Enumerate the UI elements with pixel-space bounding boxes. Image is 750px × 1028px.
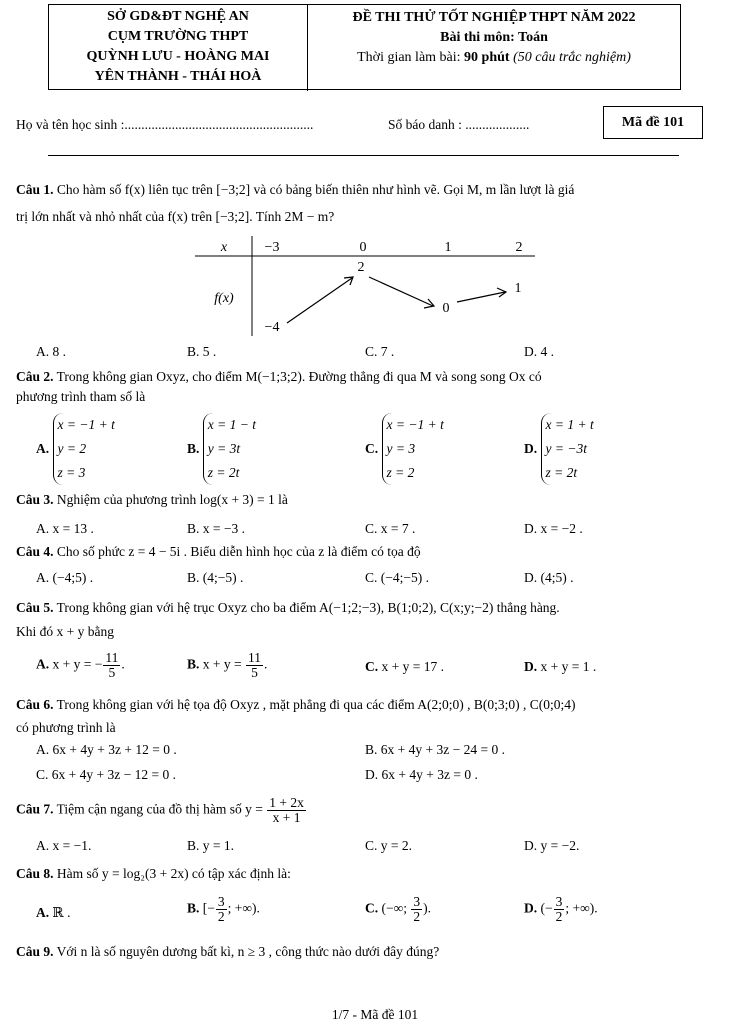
q5-option-a: A. x + y = − $\frac{11}{5}$ . bbox=[36, 650, 125, 680]
question-2-line-1 bbox=[16, 369, 542, 385]
q3-option-b: B. x = −3 . bbox=[187, 521, 245, 536]
q1-option-a: A. 8 . bbox=[36, 344, 66, 359]
question-2-label: Câu 2. bbox=[16, 369, 54, 384]
q3-option-d: D. x = −2 . bbox=[524, 521, 583, 536]
question-5-line-1 bbox=[16, 600, 560, 616]
q1-option-b: B. 5 . bbox=[187, 344, 217, 359]
question-7 bbox=[16, 796, 307, 825]
time-note: (50 câu trắc nghiệm) bbox=[513, 50, 631, 65]
q5-option-c: C. x + y = 17 . bbox=[365, 659, 444, 674]
q7-option-c: C. y = 2. bbox=[365, 838, 412, 853]
table-x-value: −3 bbox=[264, 240, 280, 255]
variation-table bbox=[195, 236, 540, 338]
question-2-line-2: phương trình tham số là bbox=[16, 389, 146, 404]
question-8-label: Câu 8. bbox=[16, 866, 54, 881]
divider bbox=[48, 155, 679, 156]
table-x-value: 0 bbox=[359, 240, 367, 255]
q8-option-b: B. [− $\frac{3}{2}$ ; +∞). bbox=[187, 894, 260, 924]
question-4-text: Cho số phức z = 4 − 5i . Biểu diễn hình học của z là điểm có tọa độ bbox=[53, 544, 421, 559]
table-f-value: 2 bbox=[357, 260, 365, 275]
q2-option-c: C. x = −1 + t y = 3 z = 2 bbox=[365, 413, 444, 485]
table-x-value: 1 bbox=[444, 240, 452, 255]
exam-header bbox=[48, 4, 681, 90]
q6-option-c: C. 6x + 4y + 3z − 12 = 0 . bbox=[36, 767, 176, 782]
q8-option-d: D. (− $\frac{3}{2}$ ; +∞). bbox=[524, 894, 598, 924]
question-2-text-1: Trong không gian Oxyz, cho điểm M(−1;3;2). Đường thẳng đi qua M và song song Ox có bbox=[53, 369, 542, 384]
department-name: SỞ GD&ĐT NGHỆ AN bbox=[107, 9, 249, 24]
question-9-label: Câu 9. bbox=[16, 944, 54, 959]
question-6-line-1 bbox=[16, 697, 575, 713]
exam-time bbox=[308, 48, 680, 68]
arrow-head bbox=[424, 299, 434, 308]
question-3 bbox=[16, 492, 288, 508]
q2-option-d: D. x = 1 + t y = −3t z = 2t bbox=[524, 413, 594, 485]
table-x-value: 2 bbox=[515, 240, 523, 255]
q5-option-d: D. x + y = 1 . bbox=[524, 659, 597, 674]
arrow-up-1 bbox=[287, 278, 352, 323]
question-3-label: Câu 3. bbox=[16, 492, 54, 507]
q3-option-c: C. x = 7 . bbox=[365, 521, 416, 536]
page-footer: 1/7 - Mã đề 101 bbox=[331, 1007, 419, 1022]
q1-option-c: C. 7 . bbox=[365, 344, 395, 359]
question-4-label: Câu 4. bbox=[16, 544, 54, 559]
q7-numerator: 1 + 2x bbox=[269, 795, 304, 810]
cluster-line-2: QUỲNH LƯU - HOÀNG MAI bbox=[86, 49, 270, 64]
question-1-label: Câu 1. bbox=[16, 182, 54, 197]
question-5-label: Câu 5. bbox=[16, 600, 54, 615]
q6-option-a: A. 6x + 4y + 3z + 12 = 0 . bbox=[36, 742, 177, 757]
question-9-text: Với n là số nguyên dương bất kì, n ≥ 3 , công thức nào dưới đây đúng? bbox=[53, 944, 440, 959]
question-8 bbox=[16, 866, 291, 882]
q7-option-a: A. x = −1. bbox=[36, 838, 92, 853]
question-9 bbox=[16, 944, 439, 960]
q1-option-d: D. 4 . bbox=[524, 344, 554, 359]
question-1-line-2: trị lớn nhất và nhỏ nhất của f(x) trên [−3;2]. Tính 2M − m? bbox=[16, 209, 335, 224]
q4-option-c: C. (−4;−5) . bbox=[365, 570, 429, 585]
question-8-text: Hàm số y = log₂(3 + 2x) có tập xác định là: bbox=[53, 866, 291, 881]
question-1-text-1: Cho hàm số f(x) liên tục trên [−3;2] và có bảng biến thiên như hình vẽ. Gọi M, m lần lượt là giá bbox=[53, 182, 575, 197]
arrow-down bbox=[369, 277, 433, 306]
exam-subject: Bài thi môn: Toán bbox=[440, 30, 548, 45]
question-4 bbox=[16, 544, 421, 560]
q8-option-c: C. (−∞; $\frac{3}{2}$ ). bbox=[365, 894, 431, 924]
cluster-name: CỤM TRƯỜNG THPT bbox=[107, 29, 249, 44]
question-7-text: Tiệm cận ngang của đồ thị hàm số y = bbox=[53, 801, 263, 817]
q7-denominator: x + 1 bbox=[272, 810, 301, 825]
time-prefix: Thời gian làm bài: bbox=[357, 50, 465, 65]
q4-option-b: B. (4;−5) . bbox=[187, 570, 244, 585]
q4-option-d: D. (4;5) . bbox=[524, 570, 574, 585]
exam-code-box: Mã đề 101 bbox=[603, 106, 703, 139]
question-6-text-1: Trong không gian với hệ tọa độ Oxyz , mặt phẳng đi qua các điểm A(2;0;0) , B(0;3;0) , C(0;0;4) bbox=[53, 697, 576, 712]
q4-option-a: A. (−4;5) . bbox=[36, 570, 94, 585]
question-3-text: Nghiệm của phương trình log(x + 3) = 1 là bbox=[53, 492, 288, 507]
table-f-label: f(x) bbox=[214, 291, 234, 306]
q5-option-b: B. x + y = $\frac{11}{5}$ . bbox=[187, 650, 268, 680]
student-id-label: Số báo danh : ................... bbox=[388, 117, 530, 132]
q7-option-b: B. y = 1. bbox=[187, 838, 234, 853]
table-f-value: −4 bbox=[264, 320, 280, 335]
q3-option-a: A. x = 13 . bbox=[36, 521, 94, 536]
table-f-value: 0 bbox=[442, 301, 450, 316]
student-name-label: Họ và tên học sinh :........................................................ bbox=[16, 117, 314, 132]
question-6-line-2: có phương trình là bbox=[16, 720, 116, 735]
question-5-text-1: Trong không gian với hệ trục Oxyz cho ba điểm A(−1;2;−3), B(1;0;2), C(x;y;−2) thẳng hàng. bbox=[53, 600, 560, 615]
table-f-value: 1 bbox=[514, 281, 522, 296]
q6-option-b: B. 6x + 4y + 3z − 24 = 0 . bbox=[365, 742, 505, 757]
school-block bbox=[49, 5, 308, 91]
q2-option-a: A. x = −1 + t y = 2 z = 3 bbox=[36, 413, 115, 485]
exam-info-block bbox=[308, 5, 680, 92]
question-7-label: Câu 7. bbox=[16, 801, 54, 817]
exam-title: ĐỀ THI THỬ TỐT NGHIỆP THPT NĂM 2022 bbox=[352, 10, 636, 25]
q7-option-d: D. y = −2. bbox=[524, 838, 580, 853]
q2-option-b: B. x = 1 − t y = 3t z = 2t bbox=[187, 413, 256, 485]
q8-option-a: A. ℝ . bbox=[36, 905, 71, 920]
question-5-line-2: Khi đó x + y bằng bbox=[16, 624, 114, 639]
time-value: 90 phút bbox=[464, 50, 510, 65]
arrow-up-2 bbox=[457, 292, 505, 302]
question-6-label: Câu 6. bbox=[16, 697, 54, 712]
q6-option-d: D. 6x + 4y + 3z = 0 . bbox=[365, 767, 478, 782]
question-1-line-1 bbox=[16, 182, 574, 198]
cluster-line-3: YÊN THÀNH - THÁI HOÀ bbox=[94, 69, 262, 84]
table-x-label: x bbox=[220, 240, 228, 255]
